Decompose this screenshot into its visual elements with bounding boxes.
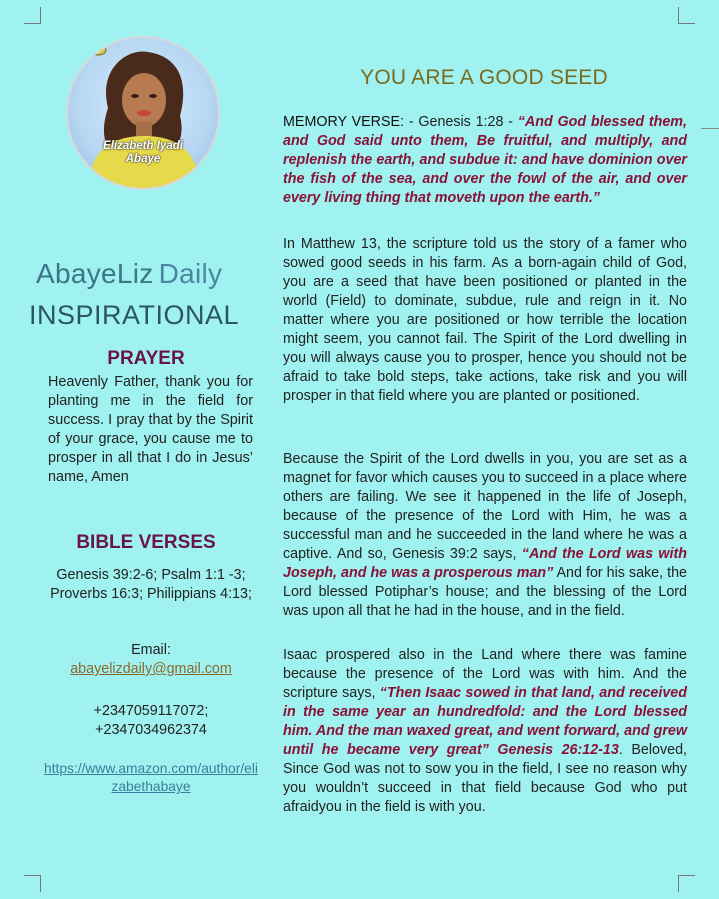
author-photo — [68, 38, 218, 188]
crop-mark-bottom-left — [24, 875, 41, 892]
article-paragraph-2 — [283, 450, 687, 621]
prayer-heading: PRAYER — [107, 348, 185, 369]
photo-caption-line1: Elizabeth Iyadi — [103, 140, 183, 152]
paragraph-2-text-b: And for his sake, the Lord blessed Potiphar’s house; and the blessing of the Lord was upon all that he had in the house, and in the field. — [283, 565, 687, 619]
memory-verse — [283, 113, 687, 208]
article-paragraph-1: In Matthew 13, the scripture told us the story of a famer who sowed good seeds in his farm. As a born-again child of God, you are a seed that have been positioned or planted in the world (Field) to dominate, subdue, rule and reign in it. No matter where you are positioned or how terrible the location might seem, you cannot fail. The Spirit of the Lord dwelling in you will always cause you to prosper, hence you should not be afraid to take bold steps, take actions, take risk and you will prosper in that field where you are planted or positioned. — [283, 236, 687, 404]
bible-verses-heading: BIBLE VERSES — [76, 532, 216, 553]
phone-number-1: +2347059117072; — [93, 703, 209, 719]
paragraph-3-text-a: Isaac prospered also in the Land where there was famine because the presence of the Lord was with him. And the scripture says, — [283, 647, 687, 701]
photo-caption-line2: Abaye — [125, 153, 161, 165]
brand-name: AbayeLiz — [36, 258, 154, 289]
brand-daily: Daily — [158, 258, 223, 289]
margin-tick — [701, 128, 719, 129]
phone-number-2: +2347034962374 — [95, 722, 207, 738]
memory-verse-label: MEMORY VERSE: — [283, 114, 405, 130]
phone-numbers — [44, 702, 258, 740]
photo-caption — [68, 140, 218, 166]
paragraph-3-quote: “Then Isaac sowed in that land, and received in the same year an hundredfold: and the Lord blessed him. And the man waxed great, and went forward, and grew until he became very great” Genesis 26:12-13 — [283, 685, 687, 758]
brand-subtitle: INSPIRATIONAL — [29, 300, 240, 330]
brand-title — [36, 258, 222, 290]
paragraph-2-quote: “And the Lord was with Joseph, and he was a prosperous man” — [283, 546, 687, 581]
paragraph-2-text-a: Because the Spirit of the Lord dwells in you, you are set as a magnet for favor which causes you to succeed in a place where others are failing. We see it happened in the life of Joseph, because of the presence of the Lord with Him, he was a successful man and he succeeded in the land where he was a captive. And so, Genesis 39:2 says, — [283, 451, 687, 562]
crop-mark-top-right — [678, 7, 695, 24]
paragraph-3-text-b: . Beloved, Since God was not to sow you in the field, I see no reason why you wouldn’t succeed in that field because God who put afraidyou in the field is with you. — [283, 742, 687, 815]
memory-verse-reference: - Genesis 1:28 - — [404, 114, 518, 130]
crop-mark-top-left — [24, 7, 41, 24]
email-link[interactable]: abayelizdaily@gmail.com — [70, 661, 232, 677]
crop-mark-bottom-right — [678, 875, 695, 892]
prayer-text: Heavenly Father, thank you for planting me in the field for success. I pray that by the Spirit of your grace, you cause me to prosper in all that I do in Jesus’ name, Amen — [48, 374, 253, 485]
email-label: Email: — [131, 642, 171, 658]
article-paragraph-3 — [283, 646, 687, 817]
amazon-author-link[interactable]: https://www.amazon.com/author/elizabethabaye — [44, 761, 258, 794]
memory-verse-quote: “And God blessed them, and God said unto them, Be fruitful, and multiply, and replenish the earth, and subdue it: and have dominion over the fish of the sea, and over the fowl of the air, and over every living thing that moveth upon the earth.” — [283, 114, 687, 206]
article-title: YOU ARE A GOOD SEED — [360, 66, 608, 89]
bible-verses-text: Genesis 39:2-6; Psalm 1:1 -3; Proverbs 16:3; Philippians 4:13; — [50, 567, 252, 602]
